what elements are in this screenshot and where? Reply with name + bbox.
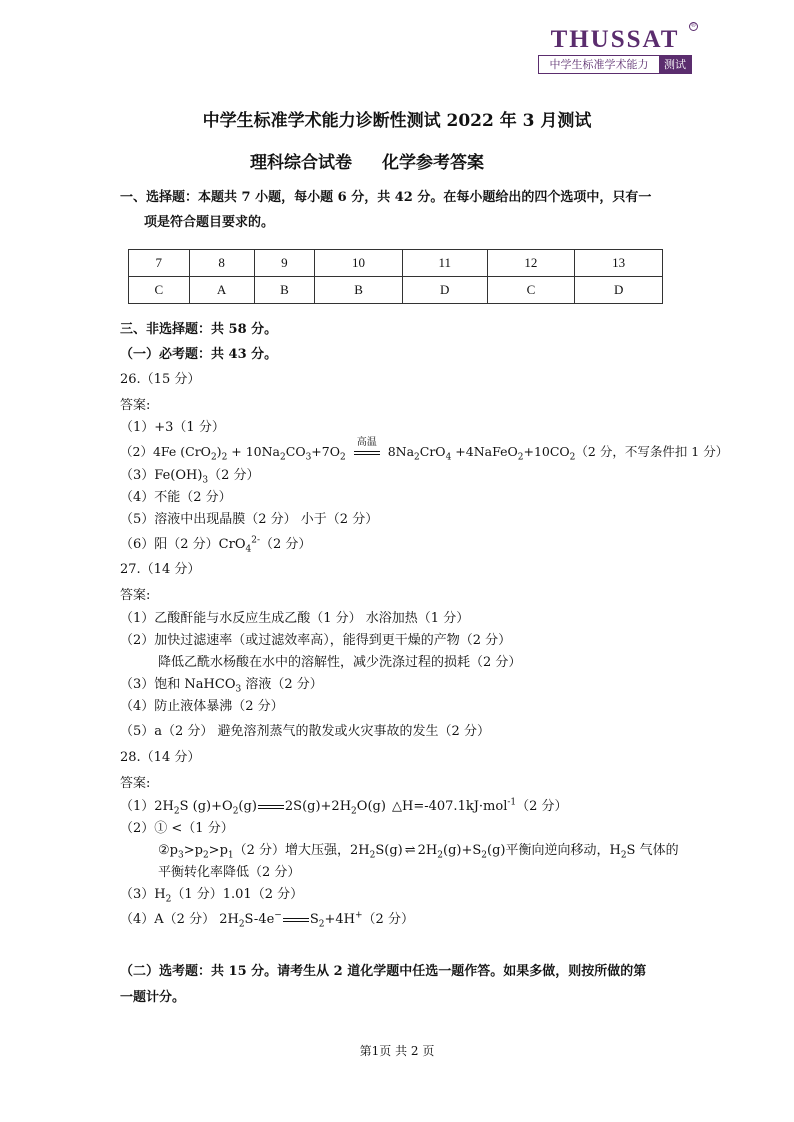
page-title: 中学生标准学术能力诊断性测试 2022 年 3 月测试 [202,111,592,131]
eq-text: S-4e [244,912,275,927]
score-note: （2 分，不写条件扣 1 分） [575,444,729,459]
answer-table [128,249,663,304]
eq-text: S 气体的 [626,843,679,858]
logo-subtitle: 中学生标准学术能力 [549,58,649,71]
section1-heading: 一、选择题：本题共 7 小题，每小题 6 分，共 42 分。在每小题给出的四个选项中，只有一 [120,190,652,205]
eq-text: （2 分） [362,912,414,927]
logo-tag: 测试 [659,56,691,73]
q27-a3: （3）饱和 NaHCO$_3$ 溶液（2 分） [120,677,323,695]
eq-text: S (g)+O [179,799,233,814]
q28-a1: $(1)2H_2S$ $(g)+O_2(g)$ $2S(g)+2H_2O(g)$ [120,799,386,817]
table-cell: 12 [487,250,575,277]
eq-text: 溶液（2 分） [241,677,323,692]
eq-text: +10CO [523,444,570,459]
table-cell: A [189,277,254,304]
eq-text: (g)+S [443,843,482,858]
q27-a2b: 降低乙酰水杨酸在水中的溶解性，减少洗涤过程的损耗（2 分） [158,655,522,670]
paper-name: 理科综合试卷 [250,153,352,173]
eq-text: ) [216,444,222,459]
eq-text: （3）饱和 NaHCO [120,677,236,692]
optional-heading: （二）选考题：共 15 分。请考生从 2 道化学题中任选一题作答。如果多做，则按所做的第 [120,964,647,979]
table-row-numbers [129,250,663,277]
eq-text: +4H [324,912,355,927]
eq-text: CrO [419,444,446,459]
eq-text: 2S(g)+2H [284,799,352,814]
q27-a2: （2）加快过滤速率（或过滤效率高），能得到更干燥的产物（2 分） [120,633,512,648]
table-cell: 7 [129,250,190,277]
eq-text: 2H [417,843,438,858]
required-heading: （一）必考题：共 43 分。 [120,347,278,362]
table-row-answers [129,277,663,304]
q26-a6: （6）阳（2 分）CrO$_4^{2-}$（2 分） [120,535,312,555]
q26-a5: （5）溶液中出现晶膜（2 分） 小于（2 分） [120,512,379,527]
eq-text: O(g) [356,799,386,814]
q28-a1-enthalpy [392,795,568,814]
eq-text: +4NaFeO [451,444,518,459]
page-subtitle [250,148,514,173]
eq-text: （2）4Fe (CrO [120,444,211,459]
q26-a1: （1）+3（1 分） [120,420,225,435]
table-cell: D [402,277,487,304]
eq-text: 8Na [387,444,415,459]
eq-text: （1 分）1.01（2 分） [171,887,304,902]
q28-a2b: $②p_3>p_2>p_1(2$ 分）增大压强，$2H_2S(g)$ ⇌ $2H_2(g)+S_2(g)$平衡向逆向移动，$H_2S$ 气体的 [158,843,679,861]
optional-heading-cont: 一题计分。 [120,990,186,1005]
table-cell: 9 [254,250,315,277]
eq-text: (g) [238,799,257,814]
eq-text: （1）2H [120,799,174,814]
q27-a1: （1）乙酸酐能与水反应生成乙酸（1 分） 水浴加热（1 分） [120,611,470,626]
q26-a2: （2）4Fe $(CrO_2)_2 + 10Na_2CO_3+7O_2$ 高温 $8Na_2CrO_4$ $+4NaFeO_2+10CO_2(2$ 分，不写条件扣 1 分） [120,442,728,463]
subject-name: 化学参考答案 [382,153,484,173]
table-cell: 8 [189,250,254,277]
q28-a3: $(3)H_2(1$ 分）1.01（2 分） [120,887,304,905]
table-cell: D [575,277,663,304]
eq-sup: 2- [251,535,261,546]
eq-text: S(g) [375,843,403,858]
q28-a2: （2）① <（1 分） [120,821,234,836]
page-footer: 第1页 共 2 页 [359,1044,435,1058]
logo-brand: THUSSAT [550,26,680,53]
eq-text: （2 分） [516,799,568,814]
condition-text: 高温 [356,437,377,448]
table-cell: 11 [402,250,487,277]
table-cell: 13 [575,250,663,277]
q28-a4: （4）A（2 分） $2H_2S-4e^-$ $S_2+4H^+(2$ 分） [120,910,414,930]
q28-header: 28.（14 分） [120,750,201,765]
table-cell: 10 [315,250,403,277]
q26-answer-label: 答案: [120,398,151,413]
table-cell: B [254,277,315,304]
thussat-logo [538,23,696,74]
eq-text: (g)平衡向逆向移动，H [487,843,621,858]
q28-answer-label: 答案: [120,776,151,791]
q27-header: 27.（14 分） [120,562,201,577]
eq-text: ②p [158,843,178,858]
logo-bar [538,55,692,74]
q27-a5: （5）a（2 分） 避免溶剂蒸气的散发或火灾事故的发生（2 分） [120,724,490,739]
eq-text: （4）A（2 分） 2H [120,912,239,927]
eq-text: （2 分） [208,468,260,483]
reaction-condition [354,437,380,459]
eq-text: S [309,912,319,927]
eq-text: （6）阳（2 分）CrO [120,537,246,552]
q26-a4: （4）不能（2 分） [120,490,232,505]
eq-text: （3）Fe(OH) [120,468,203,483]
registered-icon: ® [689,22,698,31]
q27-answer-label: 答案: [120,588,151,603]
q26-header: 26.（15 分） [120,372,201,387]
eq-text: +7O [311,444,340,459]
eq-sup: -1 [507,797,517,808]
eq-text: △H=-407.1kJ·mol [392,799,508,814]
reversible-arrow-icon: ⇌ [404,843,416,858]
equals-sign [258,805,284,809]
q27-a4: （4）防止液体暴沸（2 分） [120,699,284,714]
q28-a2c: 平衡转化率降低（2 分） [158,865,301,880]
eq-text: （3）H [120,887,166,902]
section3-heading: 三、非选择题：共 58 分。 [120,322,278,337]
table-cell: C [129,277,190,304]
equals-sign [283,918,309,922]
table-cell: B [315,277,403,304]
eq-text: （2 分） [260,537,312,552]
eq-text: CO [285,444,306,459]
section1-heading-cont: 项是符合题目要求的。 [144,215,275,230]
q26-a3: $(3)Fe(OH)_3(2$ 分） [120,468,260,486]
eq-text: + 10Na [227,444,281,459]
eq-text: （2 分）增大压强，2H [233,843,370,858]
table-cell: C [487,277,575,304]
